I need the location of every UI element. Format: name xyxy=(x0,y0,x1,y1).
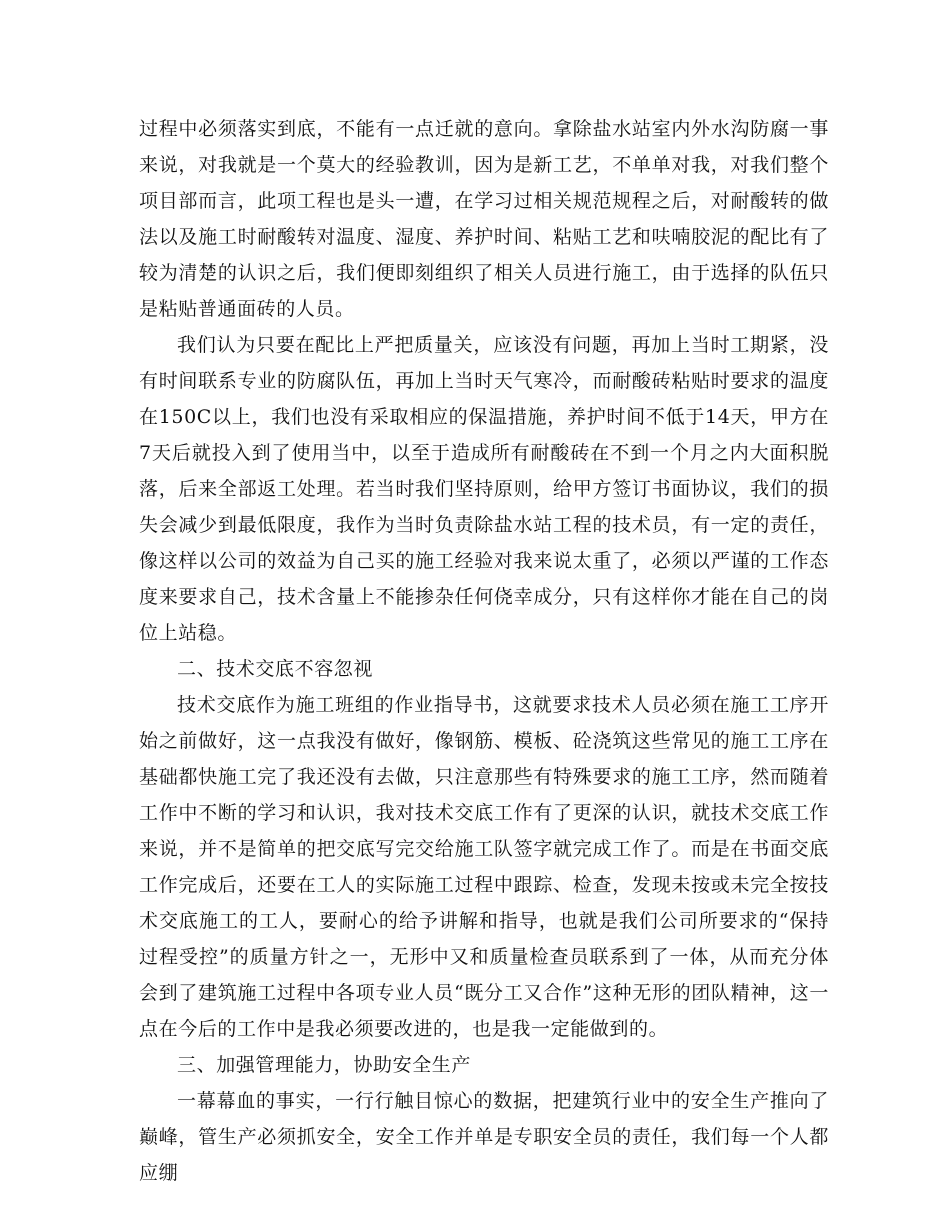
body-paragraph-3: 技术交底作为施工班组的作业指导书，这就要求技术人员必须在施工工序开始之前做好，这一点我没有做好，像钢筋、模板、砼浇筑这些常见的施工工序在基础都快施工完了我还没有去做，只注意那些有特殊要求的施工工序，然而随着工作中不断的学习和认识，我对技术交底工作有了更深的认识，就技术交底工作来说，并不是简单的把交底写完交给施工队签字就完成工作了。而是在书面交底工作完成后，还要在工人的实际施工过程中跟踪、检查，发现未按或未完全按技术交底施工的工人，要耐心的给予讲解和指导，也就是我们公司所要求的“保持过程受控”的质量方针之一，无形中又和质量检查员联系到了一体，从而充分体会到了建筑施工过程中各项专业人员“既分工又合作”这种无形的团队精神，这一点在今后的工作中是我必须要改进的，也是我一定能做到的。 xyxy=(139,694,829,1040)
body-paragraph-1: 过程中必须落实到底，不能有一点迁就的意向。拿除盐水站室内外水沟防腐一事来说，对我就是一个莫大的经验教训，因为是新工艺，不单单对我，对我们整个项目部而言，此项工程也是头一遭，在学习过相关规范规程之后，对耐酸转的做法以及施工时耐酸转对温度、湿度、养护时间、粘贴工艺和呋喃胶泥的配比有了较为清楚的认识之后，我们便即刻组织了相关人员进行施工，由于选择的队伍只是粘贴普通面砖的人员。 xyxy=(139,118,829,320)
body-paragraph-4: 一幕幕血的事实，一行行触目惊心的数据，把建筑行业中的安全生产推向了巅峰，管生产必须抓安全，安全工作并单是专职安全员的责任，我们每一个人都应绷 xyxy=(139,1090,829,1184)
section-heading-2: 二、技术交底不容忽视 xyxy=(177,658,374,680)
document-body xyxy=(139,111,829,1191)
section-heading-3: 三、加强管理能力，协助安全生产 xyxy=(177,1054,472,1076)
body-paragraph-2: 我们认为只要在配比上严把质量关，应该没有问题，再加上当时工期紧，没有时间联系专业的防腐队伍，再加上当时天气寒冷，而耐酸砖粘贴时要求的温度在150C以上，我们也没有采取相应的保温措施，养护时间不低于14天，甲方在7天后就投入到了使用当中，以至于造成所有耐酸砖在不到一个月之内大面积脱落，后来全部返工处理。若当时我们坚持原则，给甲方签订书面协议，我们的损失会减少到最低限度，我作为当时负责除盐水站工程的技术员，有一定的责任，像这样以公司的效益为自己买的施工经验对我来说太重了，必须以严谨的工作态度来要求自己，技术含量上不能掺杂任何侥幸成分，只有这样你才能在自己的岗位上站稳。 xyxy=(139,334,829,644)
